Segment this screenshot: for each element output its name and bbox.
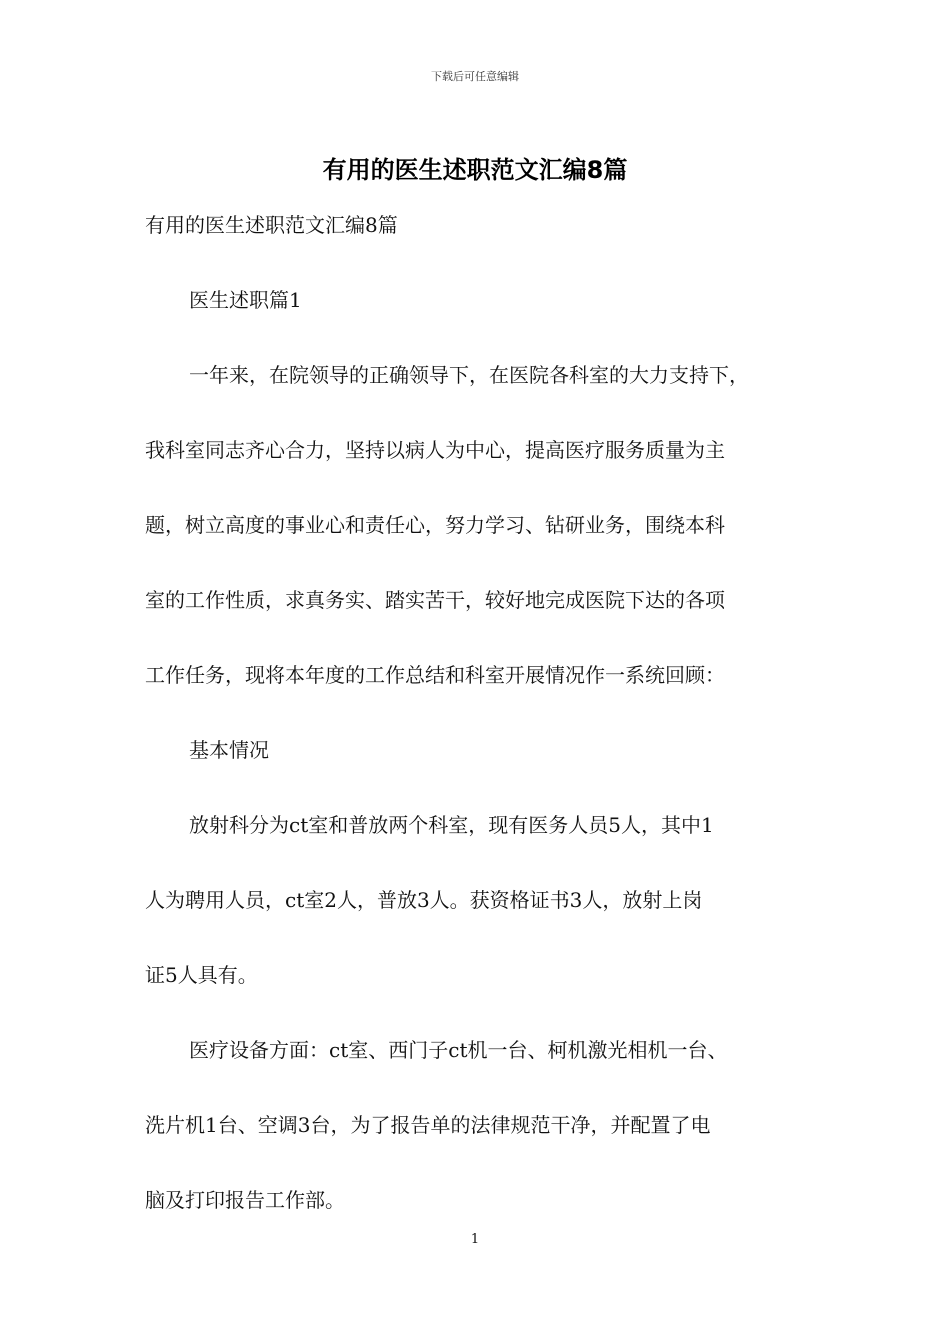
paragraph-line: 医疗设备方面：ct室、西门子ct机一台、柯机激光相机一台、 [189, 1038, 728, 1062]
section-heading: 基本情况 [189, 738, 269, 762]
paragraph-line: 人为聘用人员，ct室2人，普放3人。获资格证书3人，放射上岗 [145, 888, 703, 912]
paragraph-line: 脑及打印报告工作部。 [145, 1188, 345, 1212]
paragraph-line: 工作任务，现将本年度的工作总结和科室开展情况作一系统回顾： [145, 663, 725, 687]
paragraph-line: 我科室同志齐心合力，坚持以病人为中心，提高医疗服务质量为主 [145, 438, 725, 462]
paragraph-line: 题，树立高度的事业心和责任心，努力学习、钻研业务，围绕本科 [145, 513, 725, 537]
header-note: 下载后可任意编辑 [431, 70, 519, 83]
section-heading: 医生述职篇1 [189, 288, 302, 312]
subtitle-line: 有用的医生述职范文汇编8篇 [145, 213, 398, 237]
document-title: 有用的医生述职范文汇编8篇 [322, 156, 628, 184]
paragraph-line: 证5人具有。 [145, 963, 258, 987]
paragraph-line: 放射科分为ct室和普放两个科室，现有医务人员5人，其中1 [189, 813, 714, 837]
paragraph-line: 一年来，在院领导的正确领导下，在医院各科室的大力支持下， [189, 363, 749, 387]
page-number: 1 [470, 1232, 480, 1247]
paragraph-line: 室的工作性质，求真务实、踏实苦干，较好地完成医院下达的各项 [145, 588, 725, 612]
paragraph-line: 洗片机1台、空调3台，为了报告单的法律规范干净，并配置了电 [145, 1113, 711, 1137]
